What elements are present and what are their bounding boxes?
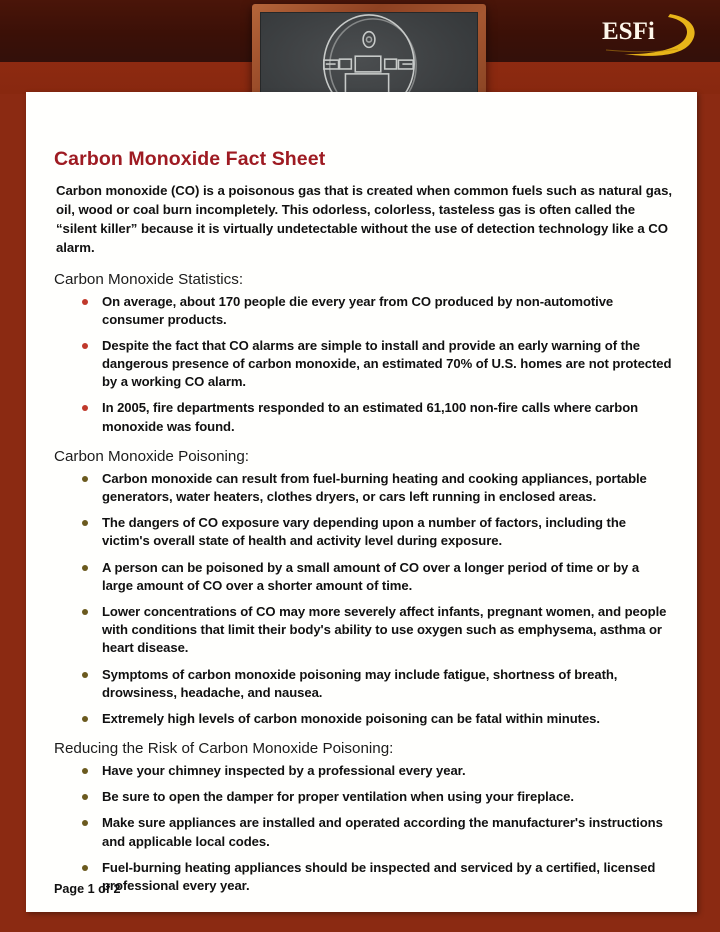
bullet-dot-icon [82, 520, 88, 526]
list-item [80, 710, 673, 728]
list-item-text: A person can be poisoned by a small amount of CO over a longer period of time or by a large amount of CO over a shorter amount of time. [102, 559, 640, 593]
bullet-dot-icon [82, 865, 88, 871]
list-item-text: Carbon monoxide can result from fuel-burning heating and cooking appliances, portable generators, water heaters, clothes dryers, or cars left running in enclosed areas. [102, 470, 647, 504]
section-statistics [54, 271, 673, 436]
list-item-text: Lower concentrations of CO may more severely affect infants, pregnant women, and people with conditions that limit their body's ability to use oxygen such as emphysema, asthma or heart disease. [102, 603, 667, 656]
list-item [80, 337, 673, 392]
section-poisoning [54, 448, 673, 728]
list-item-text: In 2005, fire departments responded to an estimated 61,100 non-fire calls where carbon monoxide was found. [102, 400, 639, 434]
esfi-logo[interactable] [594, 8, 706, 62]
list-item-text: The dangers of CO exposure vary depending upon a number of factors, including the victim's overall state of health and activity level during exposure. [102, 515, 626, 549]
list-item [80, 788, 673, 806]
list-item [80, 603, 673, 658]
section-heading: Carbon Monoxide Statistics: [54, 270, 244, 288]
list-item-text: Make sure appliances are installed and operated according the manufacturer's instructions and applicable local codes. [102, 815, 663, 849]
esfi-logo-text: ESFi [602, 18, 655, 45]
bullet-dot-icon [82, 476, 88, 482]
section-reducing-risk [54, 740, 673, 895]
bullet-dot-icon [82, 609, 88, 615]
page-footer: Page 1 of 2 [54, 882, 121, 896]
list-item [80, 814, 673, 850]
bullet-list [54, 762, 673, 895]
list-item [80, 559, 673, 595]
bullet-dot-icon [82, 716, 88, 722]
list-item-text: On average, about 170 people die every year from CO produced by non-automotive consumer products. [102, 293, 614, 327]
bullet-list [54, 470, 673, 728]
list-item [80, 514, 673, 550]
bullet-list [54, 293, 673, 436]
list-item-text: Have your chimney inspected by a professional every year. [102, 763, 466, 779]
section-heading: Carbon Monoxide Poisoning: [54, 447, 250, 465]
document-body [26, 92, 697, 895]
bullet-dot-icon [82, 343, 88, 349]
list-item [80, 666, 673, 702]
list-item [80, 859, 673, 895]
list-item-text: Be sure to open the damper for proper ventilation when using your fireplace. [102, 789, 574, 805]
list-item [80, 399, 673, 435]
bullet-dot-icon [82, 405, 88, 411]
list-item [80, 762, 673, 780]
bullet-dot-icon [82, 794, 88, 800]
intro-paragraph: Carbon monoxide (CO) is a poisonous gas that is created when common fuels such as natural gas, oil, wood or coal burn incompletely. This odorless, colorless, tasteless gas is often called the “silent killer” because it is virtually undetectable without the use of detection technology like a CO alarm. [56, 183, 672, 255]
document-sheet [26, 92, 697, 912]
section-heading: Reducing the Risk of Carbon Monoxide Poisoning: [54, 740, 394, 758]
list-item [80, 470, 673, 506]
page-title: Carbon Monoxide Fact Sheet [54, 148, 326, 170]
list-item-text: Symptoms of carbon monoxide poisoning may include fatigue, shortness of breath, drowsiness, headache, and nausea. [102, 666, 618, 700]
list-item-text: Despite the fact that CO alarms are simple to install and provide an early warning of the dangerous presence of carbon monoxide, an estimated 70% of U.S. homes are not protected by a working CO alarm. [102, 337, 672, 390]
bullet-dot-icon [82, 820, 88, 826]
list-item-text: Fuel-burning heating appliances should be inspected and serviced by a certified, licensed professional every year. [102, 859, 656, 893]
list-item-text: Extremely high levels of carbon monoxide poisoning can be fatal within minutes. [102, 710, 600, 726]
bullet-dot-icon [82, 299, 88, 305]
list-item [80, 293, 673, 329]
bullet-dot-icon [82, 672, 88, 678]
bullet-dot-icon [82, 768, 88, 774]
bullet-dot-icon [82, 565, 88, 571]
